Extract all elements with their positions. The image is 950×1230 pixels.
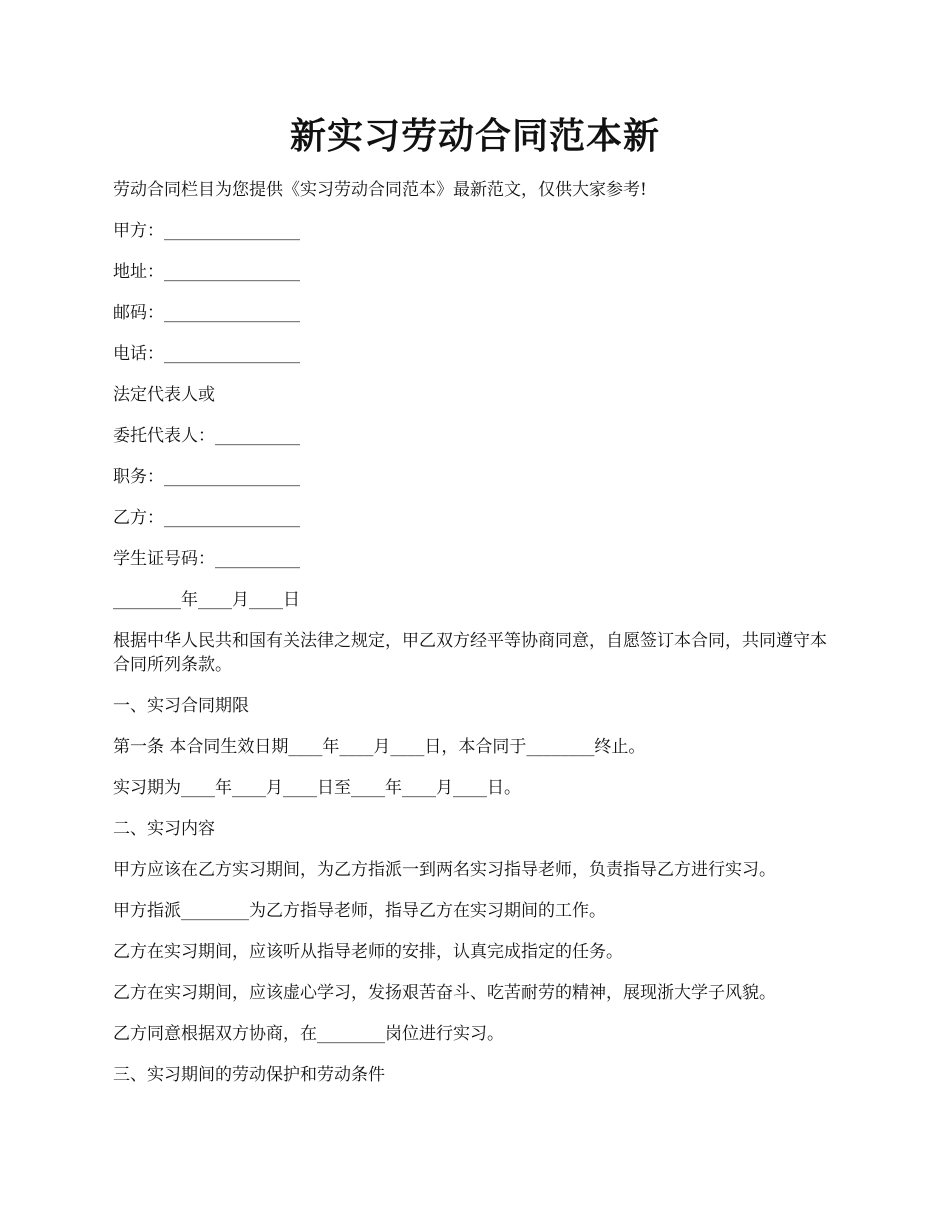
preamble-paragraph: 根据中华人民共和国有关法律之规定，甲乙双方经平等协商同意，自愿签订本合同，共同遵守本合同所列条款。: [113, 631, 827, 675]
internship-period-paragraph: 实习期为____年____月____日至____年____月____日。: [113, 778, 521, 798]
party-b-field: 乙方：________________: [113, 508, 300, 528]
document-body: [113, 178, 843, 1104]
party-a-field: 甲方：________________: [113, 221, 300, 241]
section-heading-term: 一、实习合同期限: [113, 696, 249, 716]
document-title: 新实习劳动合同范本新: [289, 115, 660, 157]
postcode-field: 邮码：________________: [113, 303, 300, 323]
section-heading-protection: 三、实习期间的劳动保护和劳动条件: [113, 1065, 385, 1085]
intro-paragraph: 劳动合同栏目为您提供《实习劳动合同范本》最新范文，仅供大家参考!: [113, 180, 647, 200]
legal-representative-label: 法定代表人或: [113, 385, 215, 405]
phone-field: 电话：________________: [113, 344, 300, 364]
mentor-name-paragraph: 甲方指派________为乙方指导老师，指导乙方在实习期间的工作。: [113, 901, 606, 921]
post-agreement-paragraph: 乙方同意根据双方协商，在________岗位进行实习。: [113, 1024, 504, 1044]
position-field: 职务：________________: [113, 467, 300, 487]
obey-mentor-paragraph: 乙方在实习期间，应该听从指导老师的安排，认真完成指定的任务。: [113, 942, 623, 962]
mentor-assignment-paragraph: 甲方应该在乙方实习期间，为乙方指派一到两名实习指导老师，负责指导乙方进行实习。: [113, 860, 776, 880]
student-id-field: 学生证号码：__________: [113, 549, 300, 569]
section-heading-content: 二、实习内容: [113, 819, 215, 839]
article-one-paragraph: 第一条 本合同生效日期____年____月____日，本合同于________终止。: [113, 737, 646, 757]
learning-attitude-paragraph: 乙方在实习期间，应该虚心学习，发扬艰苦奋斗、吃苦耐劳的精神，展现浙大学子风貌。: [113, 983, 776, 1003]
date-field: ________年____月____日: [113, 590, 300, 610]
address-field: 地址：________________: [113, 262, 300, 282]
authorized-representative-field: 委托代表人：__________: [113, 426, 300, 446]
